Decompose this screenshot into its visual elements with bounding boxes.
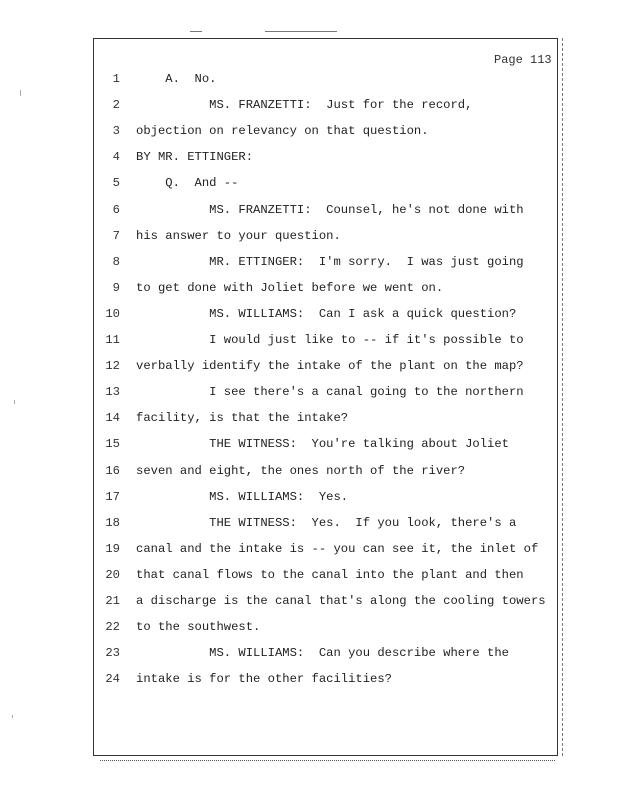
line-text: intake is for the other facilities? xyxy=(136,672,392,687)
transcript-line xyxy=(98,646,553,666)
transcript-line xyxy=(98,464,553,484)
line-text: facility, is that the intake? xyxy=(136,411,349,426)
line-text: MR. ETTINGER: I'm sorry. I was just going xyxy=(136,254,524,269)
line-number: 17 xyxy=(105,489,120,504)
transcript-line xyxy=(98,333,553,353)
transcript-line xyxy=(98,490,553,510)
transcript-line xyxy=(98,516,553,536)
line-text: canal and the intake is -- you can see it, the inlet of xyxy=(136,541,539,556)
transcript-line xyxy=(98,72,553,92)
line-number: 7 xyxy=(112,228,120,243)
line-text: MS. FRANZETTI: Counsel, he's not done with xyxy=(136,202,524,217)
line-number: 16 xyxy=(105,463,120,478)
transcript-line xyxy=(98,281,553,301)
transcript-line xyxy=(98,124,553,144)
line-text: THE WITNESS: Yes. If you look, there's a xyxy=(136,515,517,530)
page-number-label: Page 113 xyxy=(494,53,552,67)
scan-speck xyxy=(12,715,13,718)
transcript-line xyxy=(98,568,553,588)
transcript-line xyxy=(98,411,553,431)
line-number: 24 xyxy=(105,672,120,687)
line-number: 6 xyxy=(112,202,120,217)
transcript-line xyxy=(98,150,553,170)
page-right-edge-line xyxy=(562,38,563,756)
line-text: MS. WILLIAMS: Can you describe where the xyxy=(136,646,509,661)
line-number: 10 xyxy=(105,306,120,321)
line-number: 18 xyxy=(105,515,120,530)
transcript-line xyxy=(98,385,553,405)
line-number: 21 xyxy=(105,594,120,608)
line-text: I would just like to -- if it's possible to xyxy=(136,333,524,347)
line-text: Q. And -- xyxy=(136,176,239,191)
transcript-line xyxy=(98,542,553,562)
line-number: 12 xyxy=(105,359,120,374)
scan-speck xyxy=(20,90,21,96)
line-number: 11 xyxy=(105,333,120,347)
line-number: 22 xyxy=(105,620,120,635)
transcript-line xyxy=(98,672,553,692)
line-number: 8 xyxy=(112,254,120,269)
line-text: that canal flows to the canal into the plant and then xyxy=(136,567,524,582)
line-text: a discharge is the canal that's along the cooling towers xyxy=(136,594,546,608)
line-number: 23 xyxy=(105,646,120,661)
line-number: 19 xyxy=(105,541,120,556)
line-text: to the southwest. xyxy=(136,620,261,635)
transcript-line xyxy=(98,98,553,118)
line-number: 9 xyxy=(112,280,120,295)
scan-speck xyxy=(14,400,15,404)
bottom-footer-noise xyxy=(100,760,555,764)
line-text: his answer to your question. xyxy=(136,228,341,243)
line-text: verbally identify the intake of the plant on the map? xyxy=(136,359,524,374)
line-text: THE WITNESS: You're talking about Joliet xyxy=(136,437,509,452)
transcript-line xyxy=(98,359,553,379)
transcript-line xyxy=(98,229,553,249)
transcript-line xyxy=(98,437,553,457)
line-text: I see there's a canal going to the northern xyxy=(136,385,524,400)
line-text: MS. WILLIAMS: Yes. xyxy=(136,489,349,504)
line-number: 2 xyxy=(112,98,120,113)
line-number: 4 xyxy=(112,150,120,165)
line-text: MS. FRANZETTI: Just for the record, xyxy=(136,98,473,113)
line-number: 3 xyxy=(112,124,120,139)
transcript-line xyxy=(98,594,553,614)
top-scan-mark xyxy=(190,31,202,35)
line-text: to get done with Joliet before we went on. xyxy=(136,280,444,295)
line-number: 14 xyxy=(105,411,120,426)
transcript-line xyxy=(98,203,553,223)
line-number: 5 xyxy=(112,176,120,191)
transcript-line xyxy=(98,255,553,275)
line-text: seven and eight, the ones north of the river? xyxy=(136,463,466,478)
line-number: 1 xyxy=(112,72,120,86)
transcript-line xyxy=(98,307,553,327)
line-text: BY MR. ETTINGER: xyxy=(136,150,254,165)
line-text: objection on relevancy on that question. xyxy=(136,124,429,139)
line-number: 13 xyxy=(105,385,120,400)
transcript-line xyxy=(98,176,553,196)
line-number: 20 xyxy=(105,567,120,582)
line-number: 15 xyxy=(105,437,120,452)
line-text: A. No. xyxy=(136,72,217,86)
transcript-line xyxy=(98,620,553,640)
top-scan-mark xyxy=(265,31,337,35)
line-text: MS. WILLIAMS: Can I ask a quick question? xyxy=(136,306,517,321)
